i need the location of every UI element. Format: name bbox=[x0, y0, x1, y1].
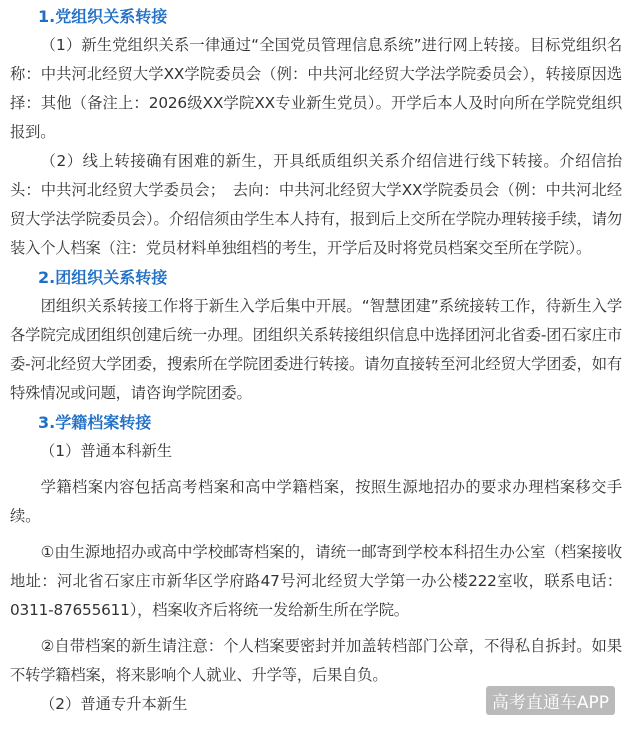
spacer bbox=[10, 625, 622, 632]
section-heading-party: 1.党组织关系转接 bbox=[38, 7, 168, 26]
party-paragraph-2: （2）线上转接确有困难的新生，开具纸质组织关系介绍信进行线下转接。介绍信抬头：中共河北经贸大学委员会； 去向：中共河北经贸大学XX学院委员会（例：中共河北经贸大学法学院委员会）。介绍信须由学生本人持有，报到后上交所在学院办理转接手续，请勿装入个人档案（注：党员材料单独组档的考生，开学后及时将党员档案交至所在学院）。 bbox=[10, 152, 622, 257]
archive-paragraph-3: ②自带档案的新生请注意：个人档案要密封并加盖转档部门公章，不得私自拆封。如果不转学籍档案，将来影响个人就业、升学等，后果自负。 bbox=[10, 637, 622, 684]
archive-subheading-upgrade: （2）普通专升本新生 bbox=[40, 695, 188, 713]
section-heading-archive: 3.学籍档案转接 bbox=[38, 413, 152, 432]
archive-paragraph-1: 学籍档案内容包括高考档案和高中学籍档案，按照生源地招办的要求办理档案移交手续。 bbox=[10, 478, 622, 525]
league-paragraph: 团组织关系转接工作将于新生入学后集中开展。“智慧团建”系统接转工作，待新生入学各学院完成团组织创建后统一办理。团组织关系转接组织信息中选择团河北省委-团石家庄市委-河北经贸大学团委，搜索所在学院团委进行转接。请勿直接转至河北经贸大学团委，如有特殊情况或问题，请咨询学院团委。 bbox=[10, 297, 622, 402]
archive-subheading-undergrad: （1）普通本科新生 bbox=[40, 442, 173, 460]
party-paragraph-1: （1）新生党组织关系一律通过“全国党员管理信息系统”进行网上转接。目标党组织名称：中共河北经贸大学XX学院委员会（例：中共河北经贸大学法学院委员会），转接原因选择：其他（备注上：2026级XX学院XX专业新生党员）。开学后本人及时向所在学院党组织报到。 bbox=[10, 36, 622, 141]
archive-paragraph-2: ①由生源地招办或高中学校邮寄档案的，请统一邮寄到学校本科招生办公室（档案接收地址：河北省石家庄市新华区学府路47号河北经贸大学第一办公楼222室收，联系电话：0311-87655611），档案收齐后将统一发给新生所在学院。 bbox=[10, 543, 622, 619]
section-heading-league: 2.团组织关系转接 bbox=[38, 268, 168, 287]
spacer bbox=[10, 466, 622, 473]
watermark-badge: 高考直通车APP bbox=[486, 686, 615, 715]
spacer bbox=[10, 531, 622, 538]
